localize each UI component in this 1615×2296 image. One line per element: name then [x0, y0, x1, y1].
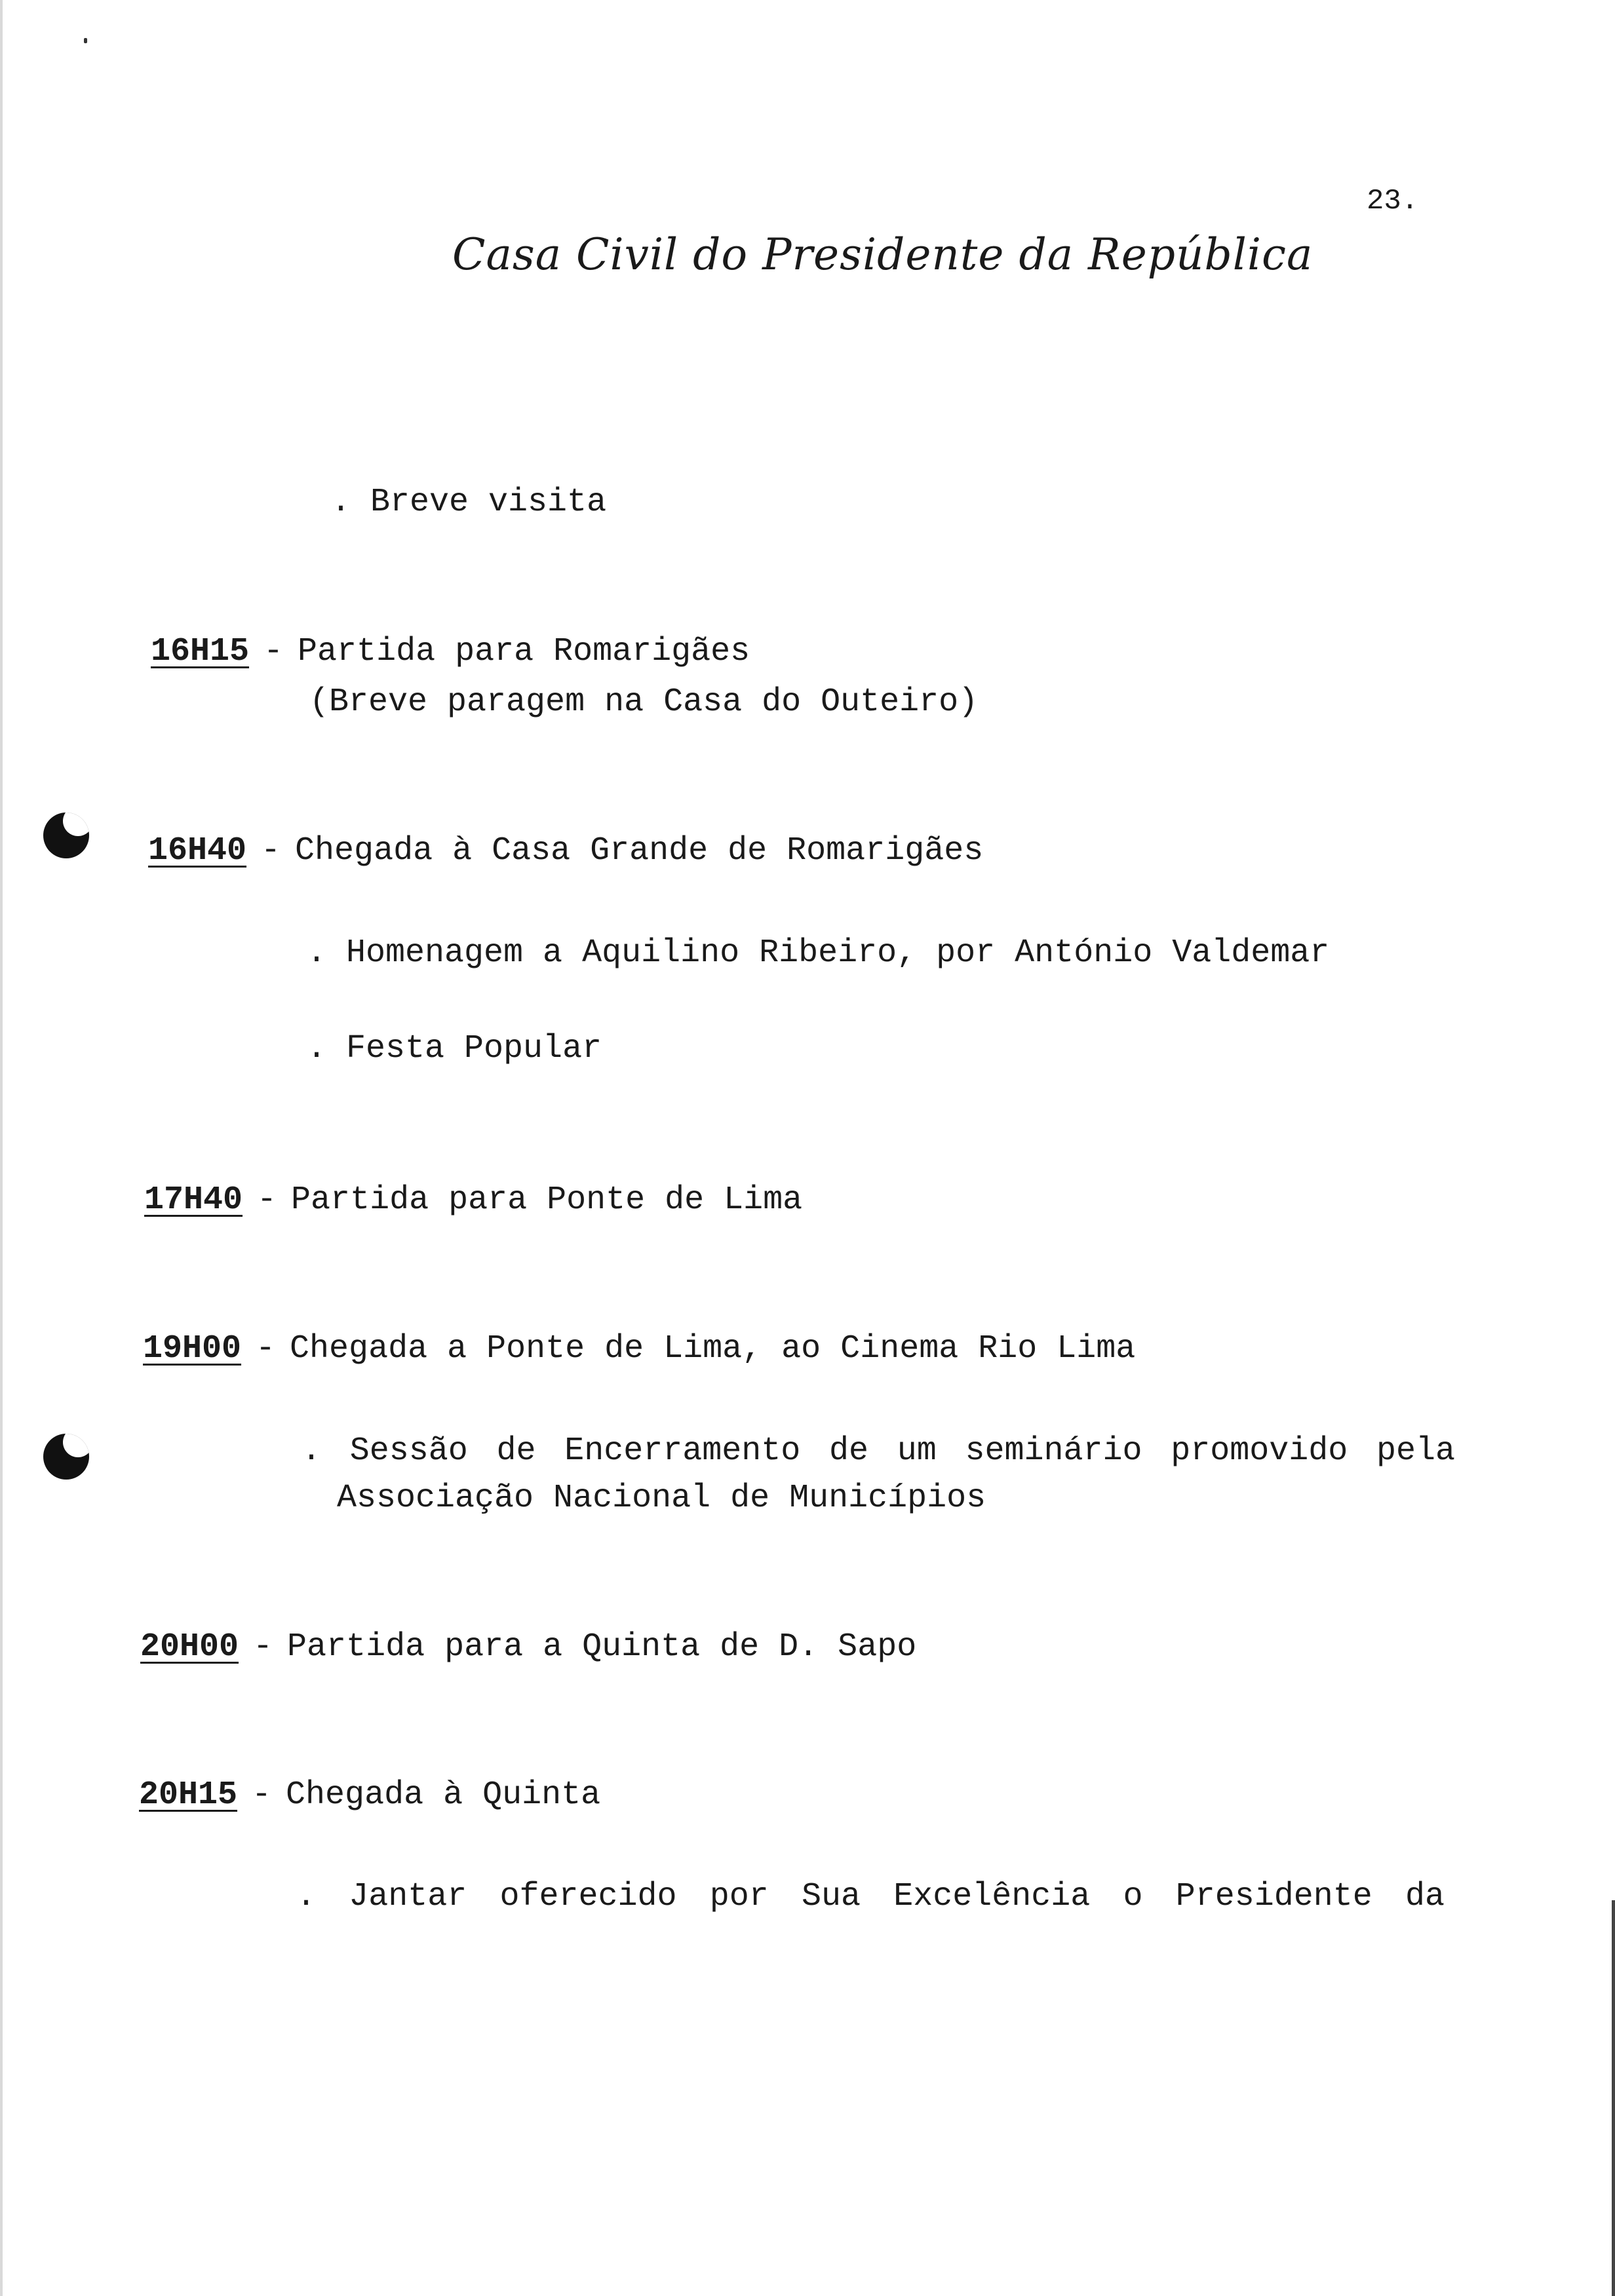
- entry-text: Partida para Romarigães: [298, 633, 750, 670]
- entry-time: 19H00: [143, 1330, 242, 1368]
- list-item-breve-visita: . Breve visita: [331, 484, 607, 521]
- schedule-entry-6: [139, 1776, 600, 1814]
- list-item-sessao-line-2: Associação Nacional de Municípios: [337, 1480, 986, 1517]
- entry-note: (Breve paragem na Casa do Outeiro): [309, 683, 979, 721]
- entry-dash: -: [252, 1776, 272, 1814]
- entry-time: 16H15: [151, 633, 250, 670]
- schedule-entry-2: [148, 832, 983, 870]
- scan-speck: [84, 38, 87, 43]
- list-item-jantar: . Jantar oferecido por Sua Excelência o Presidente da: [296, 1878, 1445, 1915]
- scan-edge-right: [1612, 1900, 1615, 2296]
- entry-dash: -: [263, 633, 284, 670]
- entry-time: 20H00: [140, 1628, 239, 1666]
- schedule-entry-1: [151, 633, 750, 670]
- entry-text: Chegada à Casa Grande de Romarigães: [295, 832, 984, 870]
- entry-dash: -: [253, 1628, 273, 1666]
- list-item-festa: . Festa Popular: [307, 1030, 602, 1067]
- entry-text: Partida para a Quinta de D. Sapo: [287, 1628, 917, 1666]
- scan-edge-left: [0, 0, 3, 2296]
- list-item-sessao-line-1: . Sessão de Encerramento de um seminário promovido pela: [302, 1432, 1455, 1470]
- punch-hole-mark: [43, 1434, 89, 1480]
- schedule-entry-5: [140, 1628, 916, 1666]
- letterhead: Casa Civil do Presidente da República: [452, 229, 1313, 280]
- entry-dash: -: [261, 832, 281, 870]
- entry-dash: -: [256, 1330, 276, 1368]
- entry-time: 17H40: [144, 1181, 243, 1219]
- punch-hole-mark: [43, 813, 89, 858]
- entry-text: Chegada a Ponte de Lima, ao Cinema Rio Lima: [290, 1330, 1136, 1368]
- entry-dash: -: [257, 1181, 277, 1219]
- entry-time: 16H40: [148, 832, 247, 870]
- entry-text: Chegada à Quinta: [286, 1776, 601, 1814]
- entry-time: 20H15: [139, 1776, 238, 1814]
- list-item-homenagem: . Homenagem a Aquilino Ribeiro, por António Valdemar: [307, 934, 1330, 972]
- entry-text: Partida para Ponte de Lima: [291, 1181, 803, 1219]
- page-number: 23.: [1367, 185, 1419, 218]
- schedule-entry-4: [143, 1330, 1135, 1368]
- schedule-entry-3: [144, 1181, 802, 1219]
